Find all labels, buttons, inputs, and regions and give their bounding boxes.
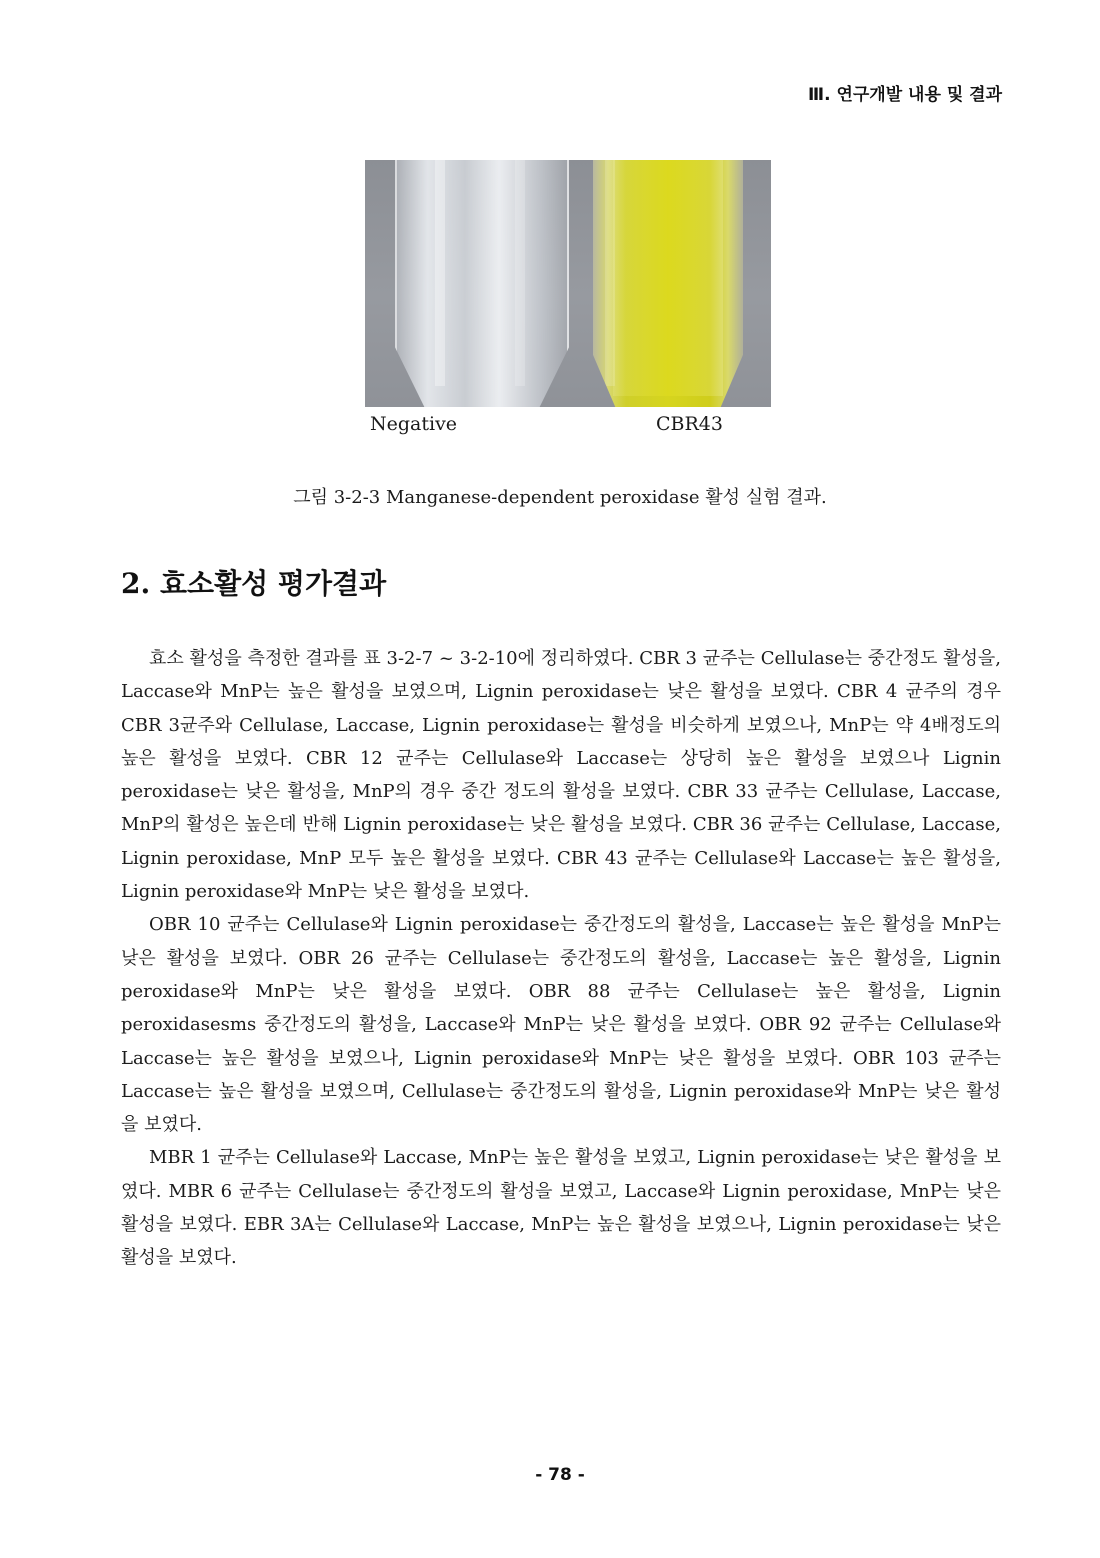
section-title: 2. 효소활성 평가결과 xyxy=(121,567,387,600)
cuvette-photo xyxy=(365,160,771,407)
cbr43-cuvette xyxy=(593,160,743,407)
figure-caption: 그림 3-2-3 Manganese-dependent peroxidase 활성 실험 결과. xyxy=(293,487,827,508)
body-text xyxy=(121,642,1001,1275)
running-header: Ⅲ. 연구개발 내용 및 결과 xyxy=(808,85,1002,105)
paragraph: MBR 1 균주는 Cellulase와 Laccase, MnP는 높은 활성을 보였고, Lignin peroxidase는 낮은 활성을 보였다. MBR 6 균주는 Cellulase는 중간정도의 활성을 보였고, Laccase와 Lignin peroxidase, MnP는 낮은 활성을 보였다. EBR 3A는 Cellulase와 Laccase, MnP는 높은 활성을 보였으나, Lignin peroxidase는 낮은 활성을 보였다. xyxy=(121,1147,1001,1269)
negative-cuvette xyxy=(395,160,569,407)
figure-label-cbr43: CBR43 xyxy=(656,413,723,435)
figure-label-negative: Negative xyxy=(370,413,458,435)
paragraph: OBR 10 균주는 Cellulase와 Lignin peroxidase는 중간정도의 활성을, Laccase는 높은 활성을 MnP는 낮은 활성을 보였다. OBR 26 균주는 Cellulase는 중간정도의 활성을, Laccase는 높은 활성을, Lignin peroxidase와 MnP는 낮은 활성을 보였다. OBR 88 균주는 Cellulase는 높은 활성을, Lignin peroxidasesms 중간정도의 활성을, Laccase와 MnP는 낮은 활성을 보였다. OBR 92 균주는 Cellulase와 Laccase는 높은 활성을 보였으나, Lignin peroxidase와 MnP는 낮은 활성을 보였다. OBR 103 균주는 Laccase는 높은 활성을 보였으며, Cellulase는 중간정도의 활성을, Lignin peroxidase와 MnP는 낮은 활성을 보였다. xyxy=(121,914,1001,1136)
paragraph: 효소 활성을 측정한 결과를 표 3-2-7 ~ 3-2-10에 정리하였다. CBR 3 균주는 Cellulase는 중간정도 활성을, Laccase와 MnP는 높은 활성을 보였으며, Lignin peroxidase는 낮은 활성을 보였다. CBR 4 균주의 경우 CBR 3균주와 Cellulase, Laccase, Lignin peroxidase는 활성을 비슷하게 보였으나, MnP는 약 4배정도의 높은 활성을 보였다. CBR 12 균주는 Cellulase와 Laccase는 상당히 높은 활성을 보였으나 Lignin peroxidase는 낮은 활성을, MnP의 경우 중간 정도의 활성을 보였다. CBR 33 균주는 Cellulase, Laccase, MnP의 활성은 높은데 반해 Lignin peroxidase는 낮은 활성을 보였다. CBR 36 균주는 Cellulase, Laccase, Lignin peroxidase, MnP 모두 높은 활성을 보였다. CBR 43 균주는 Cellulase와 Laccase는 높은 활성을, Lignin peroxidase와 MnP는 낮은 활성을 보였다. xyxy=(121,648,1001,903)
page-number: - 78 - xyxy=(535,1465,585,1485)
